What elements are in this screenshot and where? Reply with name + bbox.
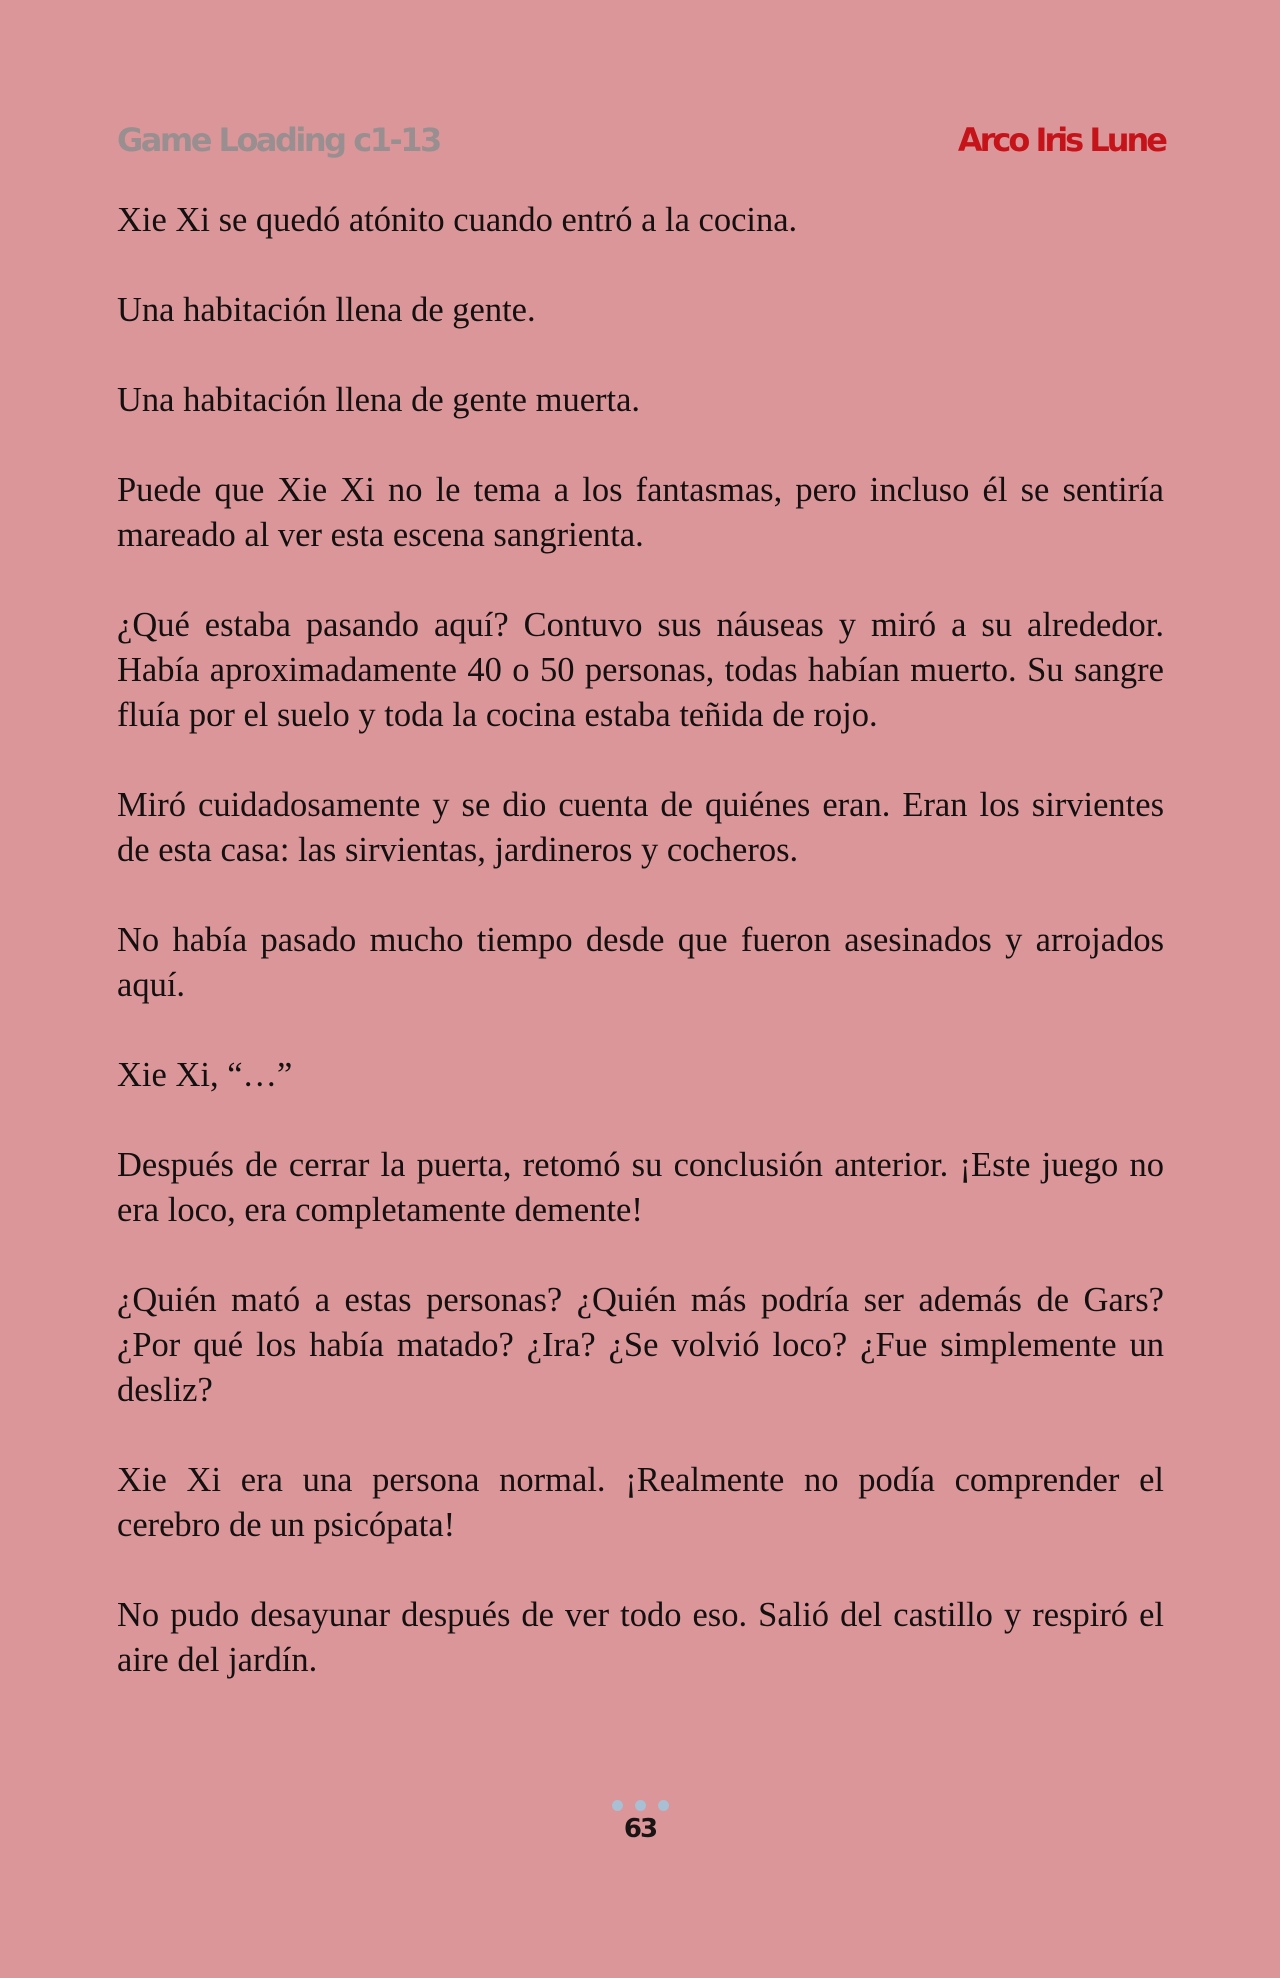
paragraph: ¿Qué estaba pasando aquí? Contuvo sus náuseas y miró a su alrededor. Había aproximadamente 40 o 50 personas, todas habían muerto. Su sangre fluía por el suelo y toda la cocina estaba teñida de rojo. <box>117 606 1164 734</box>
page-header <box>117 118 1165 162</box>
paragraph: Xie Xi, “…” <box>117 1056 293 1094</box>
dot-icon <box>635 1800 646 1811</box>
page-footer <box>0 1800 1280 1844</box>
book-title-header: Game Loading c1-13 <box>117 121 440 159</box>
dot-icon <box>612 1800 623 1811</box>
paragraph: Miró cuidadosamente y se dio cuenta de quiénes eran. Eran los sirvientes de esta casa: las sirvientas, jardineros y cocheros. <box>117 786 1164 869</box>
paragraph: No pudo desayunar después de ver todo eso. Salió del castillo y respiró el aire del jardín. <box>117 1596 1164 1679</box>
page-number: 63 <box>623 1814 657 1844</box>
body-text <box>117 198 1164 1728</box>
paragraph: Xie Xi era una persona normal. ¡Realmente no podía comprender el cerebro de un psicópata! <box>117 1461 1164 1544</box>
paragraph: Puede que Xie Xi no le tema a los fantasmas, pero incluso él se sentiría mareado al ver esta escena sangrienta. <box>117 471 1164 554</box>
paragraph: Xie Xi se quedó atónito cuando entró a la cocina. <box>117 201 798 239</box>
paragraph: No había pasado mucho tiempo desde que fueron asesinados y arrojados aquí. <box>117 921 1164 1004</box>
paragraph: Una habitación llena de gente. <box>117 291 536 329</box>
paragraph: ¿Quién mató a estas personas? ¿Quién más podría ser además de Gars? ¿Por qué los había matado? ¿Ira? ¿Se volvió loco? ¿Fue simplemente un desliz? <box>117 1281 1164 1409</box>
dot-icon <box>658 1800 669 1811</box>
translator-header: Arco Iris Lune <box>957 121 1165 159</box>
paragraph: Después de cerrar la puerta, retomó su conclusión anterior. ¡Este juego no era loco, era completamente demente! <box>117 1146 1164 1229</box>
ornament-dots <box>0 1800 1280 1812</box>
paragraph: Una habitación llena de gente muerta. <box>117 381 641 419</box>
